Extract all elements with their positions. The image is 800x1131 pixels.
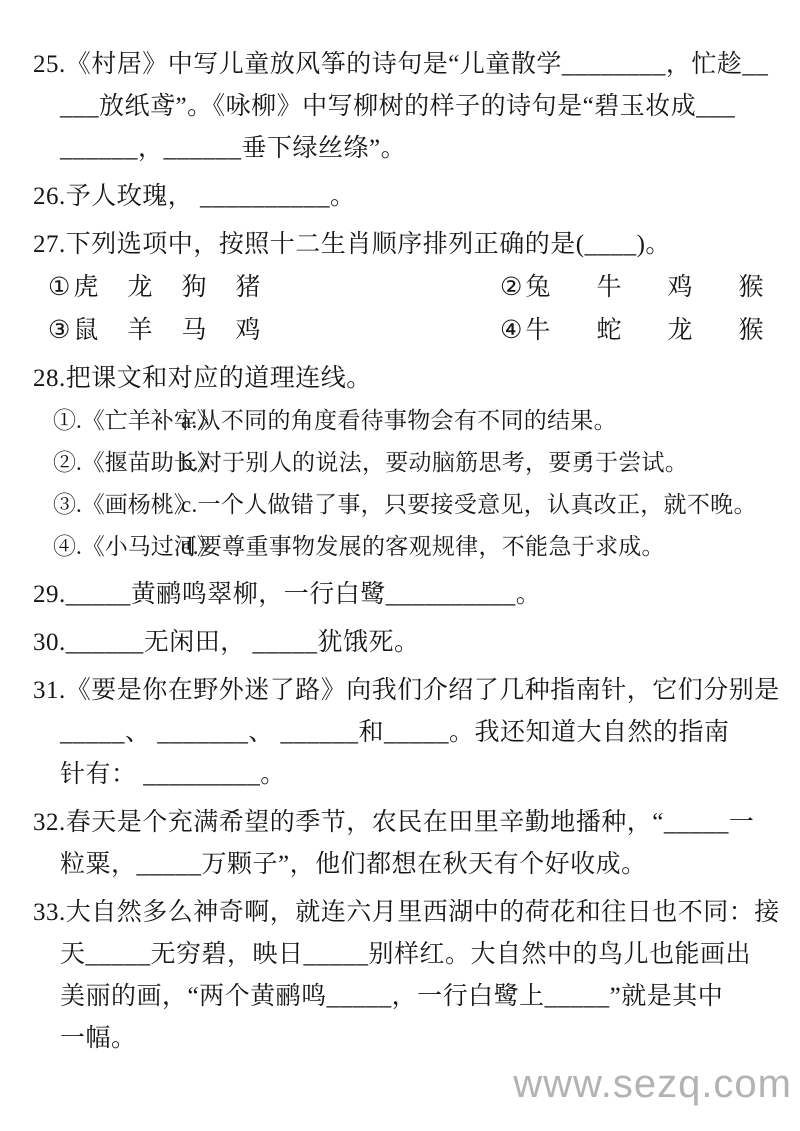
question-25-line-1: 25.《村居》中写儿童放风筝的诗句是“儿童散学________，忙趁__	[33, 51, 769, 78]
option-3-label: ③	[48, 317, 71, 344]
question-33	[33, 892, 780, 1060]
option-2-animals	[525, 266, 763, 309]
pair-1-title: ①.《亡羊补牢》	[53, 408, 220, 433]
option-4-label: ④	[500, 317, 523, 344]
question-33-line-4: 一幅。	[60, 1025, 137, 1052]
option-3-animals	[73, 309, 260, 352]
animal: 鸡	[667, 274, 693, 301]
pair-2-title: ②.《揠苗助长》	[53, 450, 220, 475]
watermark-text: www.sezq.com	[513, 1062, 792, 1106]
question-25	[33, 44, 776, 170]
animal: 鼠	[73, 317, 99, 344]
pair-3-title: ③.《画杨桃》	[53, 492, 197, 517]
question-27-line: 27.下列选项中，按照十二生肖顺序排列正确的是(____)。	[33, 231, 671, 258]
match-pair-4	[33, 526, 776, 568]
pair-1-meaning: a.从不同的角度看待事物会有不同的结果。	[181, 408, 617, 433]
option-2-label: ②	[500, 274, 523, 301]
question-32	[33, 802, 776, 886]
animal: 虎	[73, 274, 99, 301]
question-28	[33, 358, 776, 568]
animal: 羊	[127, 317, 153, 344]
animal: 兔	[525, 274, 551, 301]
question-27	[33, 224, 776, 352]
animal: 马	[181, 317, 207, 344]
animal: 龙	[667, 317, 693, 344]
option-1	[48, 266, 500, 309]
match-pair-3	[33, 484, 776, 526]
animal: 蛇	[596, 317, 622, 344]
option-1-label: ①	[48, 274, 71, 301]
pair-4-title: ④.《小马过河》	[53, 534, 220, 559]
option-1-animals	[73, 266, 260, 309]
animal: 鸡	[235, 317, 261, 344]
match-pair-1	[33, 400, 776, 442]
question-27-option-row-1	[33, 266, 776, 309]
question-31-line-3: 针有： _________。	[60, 761, 286, 788]
pair-3-meaning: c.一个人做错了事，只要接受意见，认真改正，就不晚。	[181, 492, 757, 517]
option-3	[48, 309, 500, 352]
question-32-line-2: 粒粟，_____万颗子”，他们都想在秋天有个好收成。	[60, 851, 647, 878]
question-25-line-2: ___放纸鸢”。《咏柳》中写柳树的样子的诗句是“碧玉妆成___	[60, 93, 736, 120]
question-27-option-row-2	[33, 309, 776, 352]
question-29	[33, 574, 776, 616]
question-26-line: 26.予人玫瑰， __________。	[33, 183, 356, 210]
animal: 猪	[235, 274, 261, 301]
question-33-line-3: 美丽的画，“两个黄鹂鸣_____，一行白鹭上_____”就是其中	[60, 983, 724, 1010]
question-31	[33, 670, 780, 796]
animal: 猴	[738, 274, 764, 301]
pair-4-meaning: d.要尊重事物发展的客观规律，不能急于求成。	[181, 534, 665, 559]
question-31-line-1: 31.《要是你在野外迷了路》向我们介绍了几种指南针，它们分别是	[33, 677, 780, 704]
animal: 狗	[181, 274, 207, 301]
option-2	[500, 266, 763, 309]
question-29-line: 29._____黄鹂鸣翠柳，一行白鹭__________。	[33, 581, 542, 608]
question-33-line-1: 33.大自然多么神奇啊，就连六月里西湖中的荷花和往日也不同：接	[33, 899, 780, 926]
question-26	[33, 176, 776, 218]
animal: 牛	[596, 274, 622, 301]
question-25-line-3: ______，______垂下绿丝绦”。	[60, 135, 407, 162]
option-4	[500, 309, 763, 352]
question-32-line-1: 32.春天是个充满希望的季节，农民在田里辛勤地播种，“_____一	[33, 809, 755, 836]
question-30-line: 30.______无闲田， _____犹饿死。	[33, 629, 420, 656]
question-28-line: 28.把课文和对应的道理连线。	[33, 365, 372, 392]
animal: 牛	[525, 317, 551, 344]
match-pair-2	[33, 442, 776, 484]
pair-2-meaning: b.对于别人的说法，要动脑筋思考，要勇于尝试。	[181, 450, 689, 475]
question-33-line-2: 天_____无穷碧，映日_____别样红。大自然中的鸟儿也能画出	[60, 941, 752, 968]
question-31-line-2: _____、 _______、 ______和_____。我还知道大自然的指南	[60, 719, 730, 746]
option-4-animals	[525, 309, 763, 352]
animal: 龙	[127, 274, 153, 301]
animal: 猴	[738, 317, 764, 344]
question-30	[33, 622, 776, 664]
